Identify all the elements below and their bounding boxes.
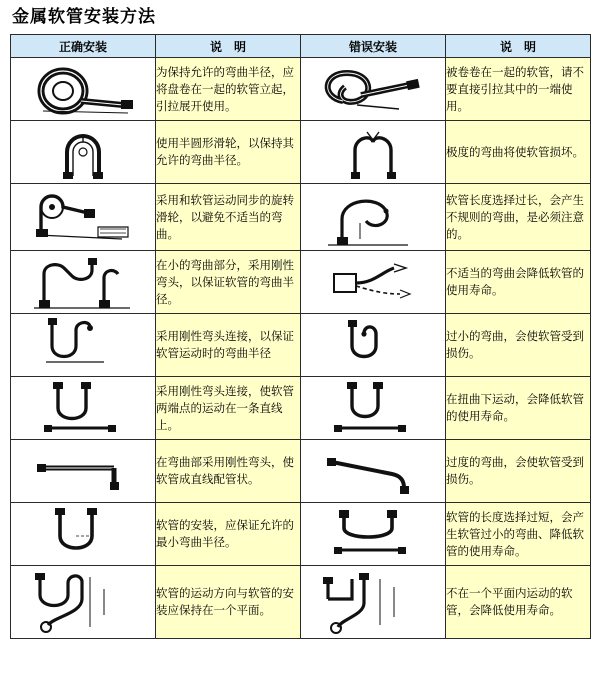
wrong-figure-cell [301, 58, 446, 121]
correct-description: 使用半圆形滑轮，以保持其允许的弯曲半径。 [156, 121, 301, 184]
rotating-pulley-sync-figure [18, 187, 148, 247]
wrong-figure-cell [301, 314, 446, 377]
min-bend-radius-u-figure [18, 506, 148, 562]
wrong-figure-cell [301, 377, 446, 440]
correct-description: 采用刚性弯头连接，使软管两端点的运动在一条直线上。 [156, 377, 301, 440]
correct-description: 在弯曲部采用刚性弯头，使软管成直线配管状。 [156, 440, 301, 503]
too-long-hose-bracket-figure [308, 506, 438, 562]
coiled-hose-pulled-figure [313, 61, 433, 117]
page-title: 金属软管安装方法 [12, 7, 156, 27]
correct-figure-cell [11, 184, 156, 251]
wrong-description: 极度的弯曲将使软管损坏。 [446, 121, 591, 184]
same-plane-motion-figure [18, 569, 148, 635]
excessive-bend-figure [308, 446, 438, 496]
correct-figure-cell [11, 58, 156, 121]
table-row [11, 121, 591, 184]
table-row [11, 566, 591, 639]
out-of-plane-motion-figure [308, 569, 438, 635]
correct-description: 采用和软管运动同步的旋转滑轮，以避免不适当的弯曲。 [156, 184, 301, 251]
sharp-bend-fork-figure [313, 124, 433, 180]
twisting-motion-figure [308, 380, 438, 436]
rigid-elbow-small-bend-figure [18, 254, 148, 310]
wrong-figure-cell [301, 503, 446, 566]
header-wrong-installation: 错误安装 [301, 35, 446, 58]
wrong-figure-cell [301, 566, 446, 639]
table-header-row [11, 35, 591, 58]
header-wrong-description: 说 明 [446, 35, 591, 58]
rigid-elbow-straight-line-figure [18, 380, 148, 436]
semicircular-guide-figure [23, 124, 143, 180]
too-small-bend-figure [308, 316, 438, 374]
irregular-bend-long-hose-figure [308, 187, 438, 247]
wrong-description: 过度的弯曲，会使软管受到损伤。 [446, 440, 591, 503]
wrong-figure-cell [301, 184, 446, 251]
hose-installation-table [10, 34, 591, 639]
correct-description: 软管的安装，应保证允许的最小弯曲半径。 [156, 503, 301, 566]
wrong-description: 不在一个平面内运动的软管，会降低使用寿命。 [446, 566, 591, 639]
correct-figure-cell [11, 503, 156, 566]
table-row [11, 251, 591, 314]
table-row [11, 503, 591, 566]
correct-figure-cell [11, 121, 156, 184]
correct-figure-cell [11, 440, 156, 503]
correct-figure-cell [11, 251, 156, 314]
correct-description: 采用刚性弯头连接，以保证软管运动时的弯曲半径 [156, 314, 301, 377]
table-row [11, 184, 591, 251]
table-row [11, 314, 591, 377]
coiled-hose-standing-figure [23, 61, 143, 117]
correct-figure-cell [11, 314, 156, 377]
straight-pipe-with-elbow-figure [18, 446, 148, 496]
wrong-figure-cell [301, 121, 446, 184]
wrong-description: 不适当的弯曲会降低软管的使用寿命。 [446, 251, 591, 314]
correct-figure-cell [11, 566, 156, 639]
wrong-figure-cell [301, 440, 446, 503]
header-correct-description: 说 明 [156, 35, 301, 58]
wrong-description: 在扭曲下运动，会降低软管的使用寿命。 [446, 377, 591, 440]
wrong-description: 软管的长度选择过短，会产生软管过小的弯曲、降低软管的使用寿命。 [446, 503, 591, 566]
table-row [11, 377, 591, 440]
table-row [11, 440, 591, 503]
wrong-description: 软管长度选择过长，会产生不规则的弯曲，是必须注意的。 [446, 184, 591, 251]
correct-description: 在小的弯曲部分，采用刚性弯头，以保证软管的弯曲半径。 [156, 251, 301, 314]
wrong-figure-cell [301, 251, 446, 314]
correct-description: 软管的运动方向与软管的安装应保持在一个平面。 [156, 566, 301, 639]
wrong-description: 过小的弯曲，会使软管受到损伤。 [446, 314, 591, 377]
wrong-description: 被卷卷在一起的软管，请不要直接引拉其中的一端使用。 [446, 58, 591, 121]
table-row [11, 58, 591, 121]
correct-description: 为保持允许的弯曲半径，应将盘卷在一起的软管立起，引拉展开使用。 [156, 58, 301, 121]
rigid-bend-connection-figure [18, 316, 148, 374]
header-correct-installation: 正确安装 [11, 35, 156, 58]
improper-bend-figure [308, 254, 438, 310]
correct-figure-cell [11, 377, 156, 440]
